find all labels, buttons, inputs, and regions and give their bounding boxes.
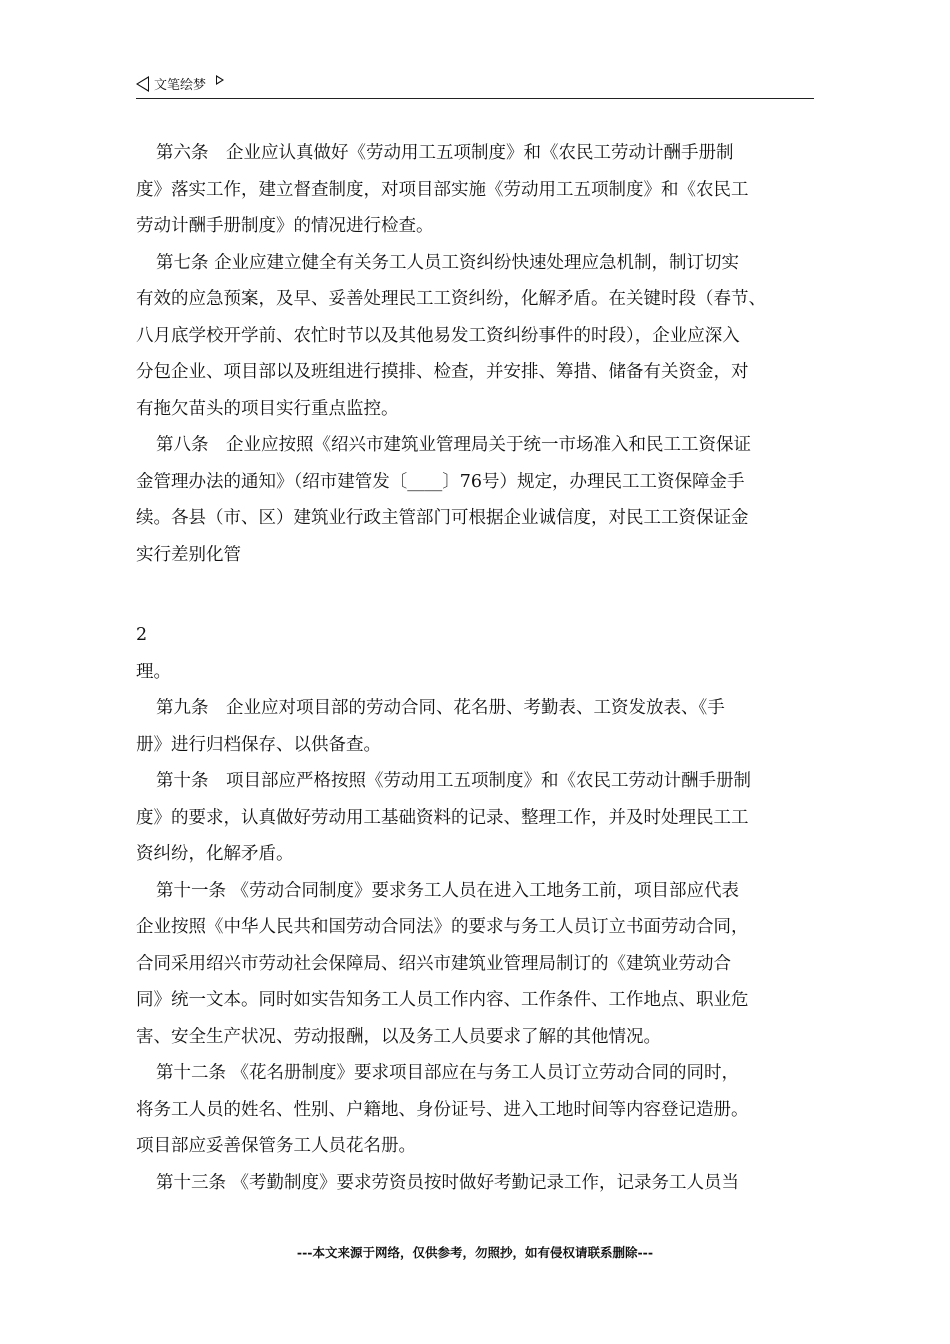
body-text-line: 项目部应妥善保管务工人员花名册。 — [136, 1136, 416, 1156]
body-text-line: 第十二条 《花名册制度》要求项目部应在与务工人员订立劳动合同的同时， — [156, 1063, 740, 1083]
body-text-line: 合同采用绍兴市劳动社会保障局、绍兴市建筑业管理局制订的《建筑业劳动合 — [136, 953, 731, 974]
body-text-line: 2 — [136, 625, 148, 645]
page-header — [136, 72, 814, 99]
page-break-gap — [136, 573, 816, 617]
body-text-line: 续。各县（市、区）建筑业行政主管部门可根据企业诚信度，对民工工资保证金 — [136, 508, 749, 528]
body-text-line: 劳动计酬手册制度》的情况进行检查。 — [136, 216, 434, 236]
body-text-line: 第六条 企业应认真做好《劳动用工五项制度》和《农民工劳动计酬手册制 — [156, 143, 734, 163]
body-text-line: 企业按照《中华人民共和国劳动合同法》的要求与务工人员订立书面劳动合同， — [136, 917, 749, 937]
left-triangle-icon — [136, 76, 149, 92]
body-text-line: 八月底学校开学前、农忙时节以及其他易发工资纠纷事件的时段），企业应深入 — [136, 325, 740, 346]
body-text-line: 册》进行归档保存、以供备查。 — [136, 734, 381, 755]
body-text-line: 第八条 企业应按照《绍兴市建筑业管理局关于统一市场准入和民工工资保证 — [156, 435, 751, 455]
header-logo — [136, 74, 224, 93]
body-text-line: 第九条 企业应对项目部的劳动合同、花名册、考勤表、工资发放表、《手 — [156, 698, 725, 718]
body-text-line: 实行差别化管 — [136, 544, 241, 565]
body-text-line: 分包企业、项目部以及班组进行摸排、检查，并安排、筹措、储备有关资金，对 — [136, 362, 749, 382]
body-text-line: 度》落实工作，建立督查制度，对项目部实施《劳动用工五项制度》和《农民工 — [136, 179, 749, 200]
body-text-line: 第十一条 《劳动合同制度》要求务工人员在进入工地务工前，项目部应代表 — [156, 880, 740, 901]
body-text-line: 度》的要求，认真做好劳动用工基础资料的记录、整理工作，并及时处理民工工 — [136, 807, 749, 828]
body-text-line: 将务工人员的姓名、性别、户籍地、身份证号、进入工地时间等内容登记造册。 — [136, 1099, 749, 1120]
body-text-line: 资纠纷，化解矛盾。 — [136, 844, 294, 864]
page-footer: ---本文来源于网络，仅供参考，勿照抄，如有侵权请联系删除--- — [296, 1245, 654, 1260]
body-text-line: 有拖欠苗头的项目实行重点监控。 — [136, 398, 399, 419]
right-triangle-icon — [216, 75, 224, 85]
body-text-line: 理。 — [136, 661, 171, 682]
body-text-line: 金管理办法的通知》（绍市建管发〔____〕76号）规定，办理民工工资保障金手 — [136, 471, 745, 492]
body-text-line: 第十三条 《考勤制度》要求劳资员按时做好考勤记录工作，记录务工人员当 — [156, 1172, 740, 1193]
body-text-line: 第七条 企业应建立健全有关务工人员工资纠纷快速处理应急机制，制订切实 — [156, 252, 740, 273]
body-text-line: 有效的应急预案，及早、妥善处理民工工资纠纷，化解矛盾。在关键时段（春节、 — [136, 289, 766, 309]
body-text-line: 同》统一文本。同时如实告知务工人员工作内容、工作条件、工作地点、职业危 — [136, 990, 749, 1010]
document-body — [136, 135, 816, 1201]
header-logo-text: 文笔绘梦 — [154, 78, 207, 93]
body-text-line: 第十条 项目部应严格按照《劳动用工五项制度》和《农民工劳动计酬手册制 — [156, 771, 751, 791]
body-text-line: 害、安全生产状况、劳动报酬，以及务工人员要求了解的其他情况。 — [136, 1026, 661, 1047]
